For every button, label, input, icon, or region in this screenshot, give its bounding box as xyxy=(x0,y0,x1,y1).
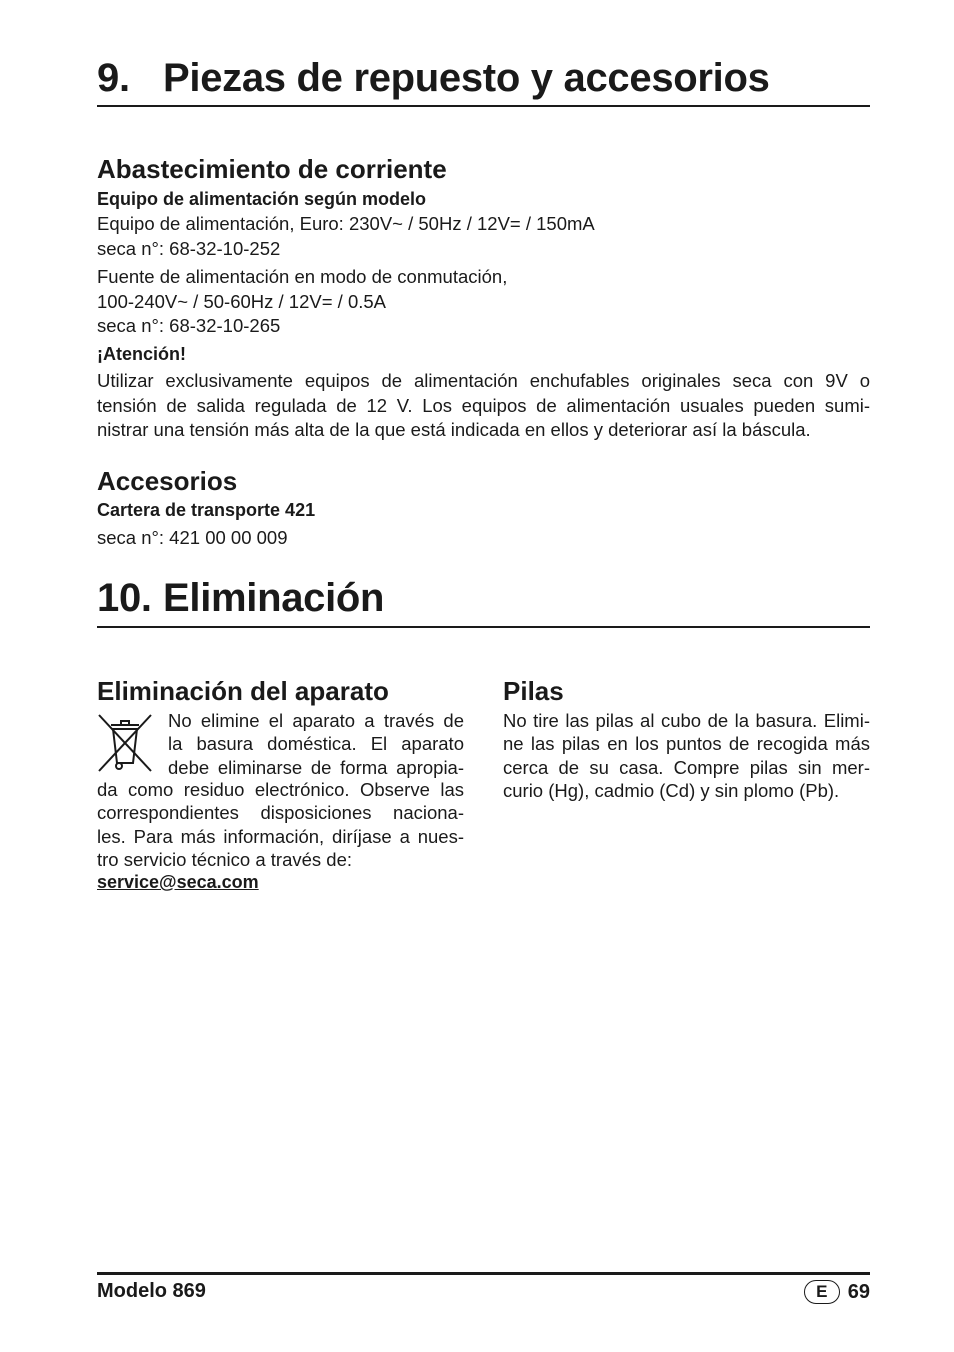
device-disposal-text-beside-icon xyxy=(168,709,464,779)
accessory-item: Cartera de transporte 421 xyxy=(97,500,316,520)
text-line: les. Para más información, diríjase a nues- xyxy=(97,825,464,847)
footer-model: Modelo 869 xyxy=(97,1280,206,1302)
footer-rule xyxy=(97,1272,870,1275)
attention-label: ¡Atención! xyxy=(97,344,186,364)
language-badge: E xyxy=(804,1280,840,1304)
text-line: Utilizar exclusivamente equipos de alimentación enchufables originales seca con 9V o xyxy=(97,370,870,391)
section-10-number: 10. xyxy=(97,576,152,620)
section-10-rule xyxy=(97,626,870,628)
accessories-heading: Accesorios xyxy=(97,466,238,496)
power-supply-switching xyxy=(97,265,507,339)
text-line: Equipo de alimentación, Euro: 230V~ / 50Hz / 12V= / 150mA xyxy=(97,213,595,234)
text-line: seca n°: 68-32-10-252 xyxy=(97,237,281,259)
power-subheading: Equipo de alimentación según modelo xyxy=(97,189,427,209)
text-line: da como residuo electrónico. Observe las xyxy=(97,779,464,800)
service-email-link[interactable]: service@seca.com xyxy=(97,872,259,892)
section-10-title-text: Eliminación xyxy=(163,576,385,620)
text-line: cerca de su casa. Compre pilas sin mer- xyxy=(503,756,870,778)
text-line: No tire las pilas al cubo de la basura. Elimi- xyxy=(503,710,870,731)
device-disposal-heading: Eliminación del aparato xyxy=(97,676,389,706)
attention-text xyxy=(97,369,870,443)
power-heading: Abastecimiento de corriente xyxy=(97,154,447,184)
section-9-number: 9. xyxy=(97,56,130,100)
text-line: tensión de salida regulada de 12 V. Los equipos de alimentación usuales pueden sumi- xyxy=(97,394,870,416)
text-line: 100-240V~ / 50-60Hz / 12V= / 0.5A xyxy=(97,290,386,312)
crossed-out-wheelie-bin-icon xyxy=(97,713,153,773)
text-line: Fuente de alimentación en modo de conmutación, xyxy=(97,266,508,287)
text-line: seca n°: 68-32-10-265 xyxy=(97,315,281,336)
batteries-text xyxy=(503,709,870,802)
batteries-heading: Pilas xyxy=(503,676,564,706)
device-disposal-text xyxy=(97,778,464,871)
text-line: No elimine el aparato a través de xyxy=(168,710,464,731)
section-9-title xyxy=(97,58,770,98)
page-number: 69 xyxy=(847,1280,870,1303)
text-line: curio (Hg), cadmio (Cd) y sin plomo (Pb). xyxy=(503,779,840,801)
text-line: la basura doméstica. El aparato xyxy=(168,733,464,755)
text-line: nistrar una tensión más alta de la que está indicada en ellos y deteriorar así la báscula. xyxy=(97,419,811,440)
text-line: debe eliminarse de forma apropia- xyxy=(168,756,464,778)
text-line: correspondientes disposiciones naciona- xyxy=(97,802,464,824)
text-line: tro servicio técnico a través de: xyxy=(97,848,352,870)
footer-page-info xyxy=(804,1280,870,1304)
section-9-title-text: Piezas de repuesto y accesorios xyxy=(163,56,770,100)
text-line: ne las pilas en los puntos de recogida más xyxy=(503,733,870,755)
section-10-title xyxy=(97,578,384,618)
section-9-rule xyxy=(97,105,870,107)
accessory-item-number: seca n°: 421 00 00 009 xyxy=(97,527,288,548)
power-supply-euro xyxy=(97,212,595,261)
